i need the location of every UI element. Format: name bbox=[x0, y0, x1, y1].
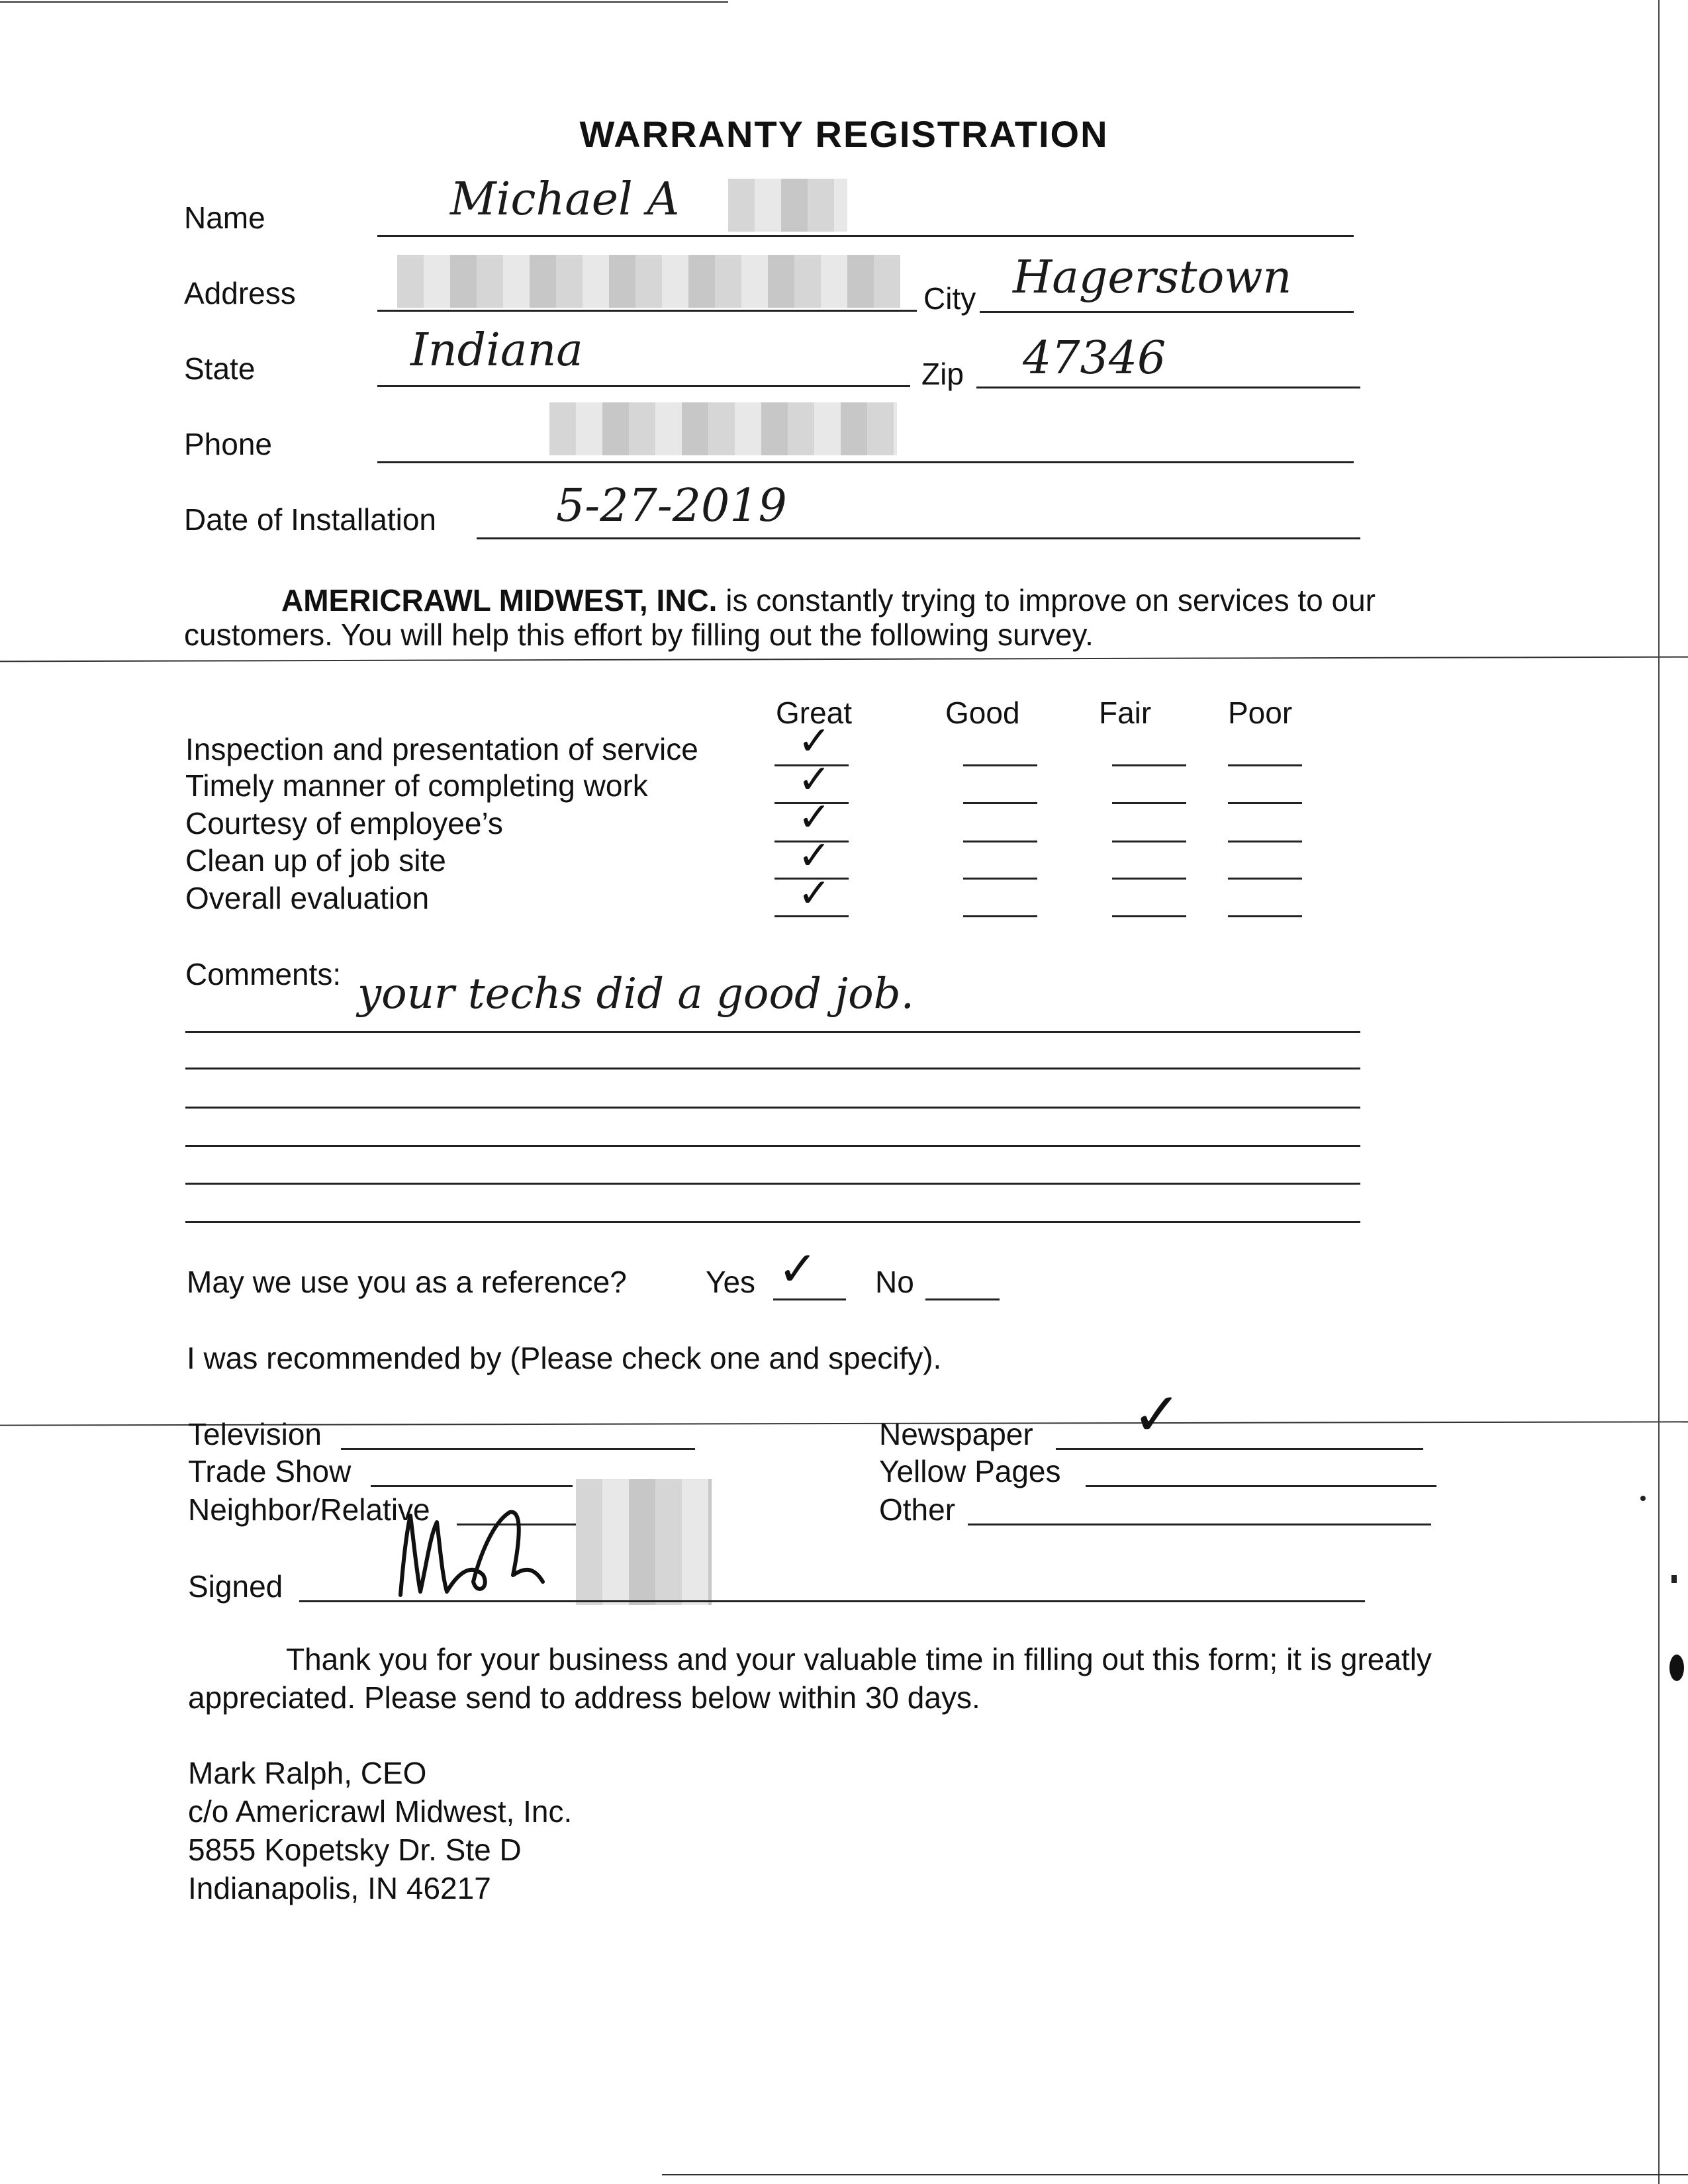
other-blank[interactable] bbox=[968, 1524, 1431, 1525]
survey-row-label: Courtesy of employee’s bbox=[185, 806, 503, 841]
scan-fold-line-upper bbox=[0, 657, 1688, 662]
redacted-address-block bbox=[397, 255, 900, 308]
newspaper-label: Newspaper bbox=[879, 1417, 1033, 1451]
reference-no-label: No bbox=[875, 1265, 914, 1299]
mailing-address-line-1: Mark Ralph, CEO bbox=[188, 1756, 427, 1790]
reference-question: May we use you as a reference? bbox=[187, 1265, 627, 1299]
mailing-address-line-3: 5855 Kopetsky Dr. Ste D bbox=[188, 1833, 522, 1867]
comment-line bbox=[185, 1107, 1360, 1109]
state-value[interactable]: Indiana bbox=[410, 324, 583, 377]
newspaper-blank[interactable] bbox=[1056, 1448, 1423, 1450]
city-label: City bbox=[923, 281, 976, 316]
survey-row-label: Timely manner of completing work bbox=[185, 768, 648, 803]
installation-date-label: Date of Installation bbox=[184, 502, 437, 537]
company-name: AMERICRAWL MIDWEST, INC. bbox=[281, 583, 718, 617]
scan-speck bbox=[1640, 1496, 1646, 1501]
check-mark-icon: ✓ bbox=[798, 870, 831, 917]
phone-label: Phone bbox=[184, 427, 273, 461]
poor-blank[interactable] bbox=[1228, 915, 1302, 917]
television-blank[interactable] bbox=[341, 1448, 695, 1450]
good-blank[interactable] bbox=[963, 878, 1037, 880]
form-title: WARRANTY REGISTRATION bbox=[579, 113, 1109, 155]
comment-line bbox=[185, 1031, 1360, 1033]
state-line bbox=[377, 385, 910, 387]
redacted-signature-block bbox=[576, 1479, 712, 1605]
fair-blank[interactable] bbox=[1112, 841, 1186, 842]
column-great: Great bbox=[776, 696, 853, 730]
scan-speck bbox=[1669, 1655, 1684, 1681]
good-blank[interactable] bbox=[963, 915, 1037, 917]
other-label: Other bbox=[879, 1492, 956, 1527]
column-good: Good bbox=[945, 696, 1020, 730]
good-blank[interactable] bbox=[963, 802, 1037, 804]
comment-line bbox=[185, 1221, 1360, 1223]
intro-text-1: is constantly trying to improve on services to our bbox=[726, 583, 1376, 617]
name-value[interactable]: Michael A bbox=[450, 173, 680, 226]
zip-value[interactable]: 47346 bbox=[1023, 332, 1166, 385]
comment-line bbox=[185, 1183, 1360, 1185]
name-label: Name bbox=[184, 201, 265, 235]
scan-edge-top bbox=[0, 1, 728, 3]
comment-line bbox=[185, 1145, 1360, 1147]
signed-label: Signed bbox=[188, 1569, 283, 1604]
zip-line bbox=[976, 387, 1360, 388]
survey-row-label: Inspection and presentation of service bbox=[185, 732, 698, 766]
yellow-pages-blank[interactable] bbox=[1086, 1485, 1436, 1487]
fair-blank[interactable] bbox=[1112, 878, 1186, 880]
intro-line-2: customers. You will help this effort by filling out the following survey. bbox=[184, 617, 1094, 652]
fair-blank[interactable] bbox=[1112, 764, 1186, 766]
redacted-name-block bbox=[728, 179, 847, 232]
trade-show-label: Trade Show bbox=[188, 1454, 352, 1488]
reference-yes-label: Yes bbox=[706, 1265, 756, 1299]
reference-yes-blank[interactable] bbox=[773, 1298, 846, 1300]
yellow-pages-label: Yellow Pages bbox=[879, 1454, 1061, 1488]
scan-speck bbox=[1671, 1575, 1677, 1583]
comments-label: Comments: bbox=[185, 957, 342, 991]
state-label: State bbox=[184, 351, 256, 386]
reference-no-blank[interactable] bbox=[925, 1298, 1000, 1300]
survey-row-label: Clean up of job site bbox=[185, 843, 446, 878]
thanks-line-2: appreciated. Please send to address below within 30 days. bbox=[188, 1680, 980, 1715]
check-mark-icon: ✓ bbox=[798, 833, 831, 879]
mailing-address-line-4: Indianapolis, IN 46217 bbox=[188, 1871, 491, 1905]
survey-row-label: Overall evaluation bbox=[185, 881, 430, 915]
scan-edge-bottom bbox=[662, 2174, 1688, 2175]
neighbor-relative-label: Neighbor/Relative bbox=[188, 1492, 430, 1527]
poor-blank[interactable] bbox=[1228, 764, 1302, 766]
fair-blank[interactable] bbox=[1112, 802, 1186, 804]
installation-date-value[interactable]: 5-27-2019 bbox=[556, 480, 787, 532]
poor-blank[interactable] bbox=[1228, 878, 1302, 880]
check-mark-icon: ✓ bbox=[798, 794, 831, 841]
recommended-prompt: I was recommended by (Please check one and specify). bbox=[187, 1341, 942, 1375]
address-line bbox=[377, 310, 917, 312]
city-value[interactable]: Hagerstown bbox=[1013, 251, 1292, 304]
comments-value[interactable]: your techs did a good job. bbox=[357, 970, 914, 1019]
television-label: Television bbox=[188, 1417, 322, 1451]
column-fair: Fair bbox=[1099, 696, 1152, 730]
check-mark-icon: ✓ bbox=[1132, 1380, 1182, 1449]
check-mark-icon: ✓ bbox=[778, 1241, 818, 1297]
address-label: Address bbox=[184, 276, 296, 310]
phone-line bbox=[377, 461, 1354, 463]
intro-line-1 bbox=[281, 582, 1376, 618]
poor-blank[interactable] bbox=[1228, 802, 1302, 804]
poor-blank[interactable] bbox=[1228, 841, 1302, 842]
name-line bbox=[377, 235, 1354, 237]
mailing-address-line-2: c/o Americrawl Midwest, Inc. bbox=[188, 1794, 573, 1829]
zip-label: Zip bbox=[921, 357, 964, 391]
good-blank[interactable] bbox=[963, 764, 1037, 766]
comment-line bbox=[185, 1068, 1360, 1069]
scan-edge-right bbox=[1658, 0, 1660, 2184]
check-mark-icon: ✓ bbox=[798, 756, 831, 803]
signature-scribble bbox=[391, 1482, 589, 1608]
city-line bbox=[980, 311, 1354, 313]
redacted-phone-block bbox=[549, 402, 897, 455]
fair-blank[interactable] bbox=[1112, 915, 1186, 917]
thanks-line-1: Thank you for your business and your valuable time in filling out this form; it is greatly bbox=[286, 1642, 1432, 1676]
installation-date-line bbox=[477, 537, 1360, 539]
column-poor: Poor bbox=[1228, 696, 1293, 730]
check-mark-icon: ✓ bbox=[798, 718, 831, 764]
good-blank[interactable] bbox=[963, 841, 1037, 842]
